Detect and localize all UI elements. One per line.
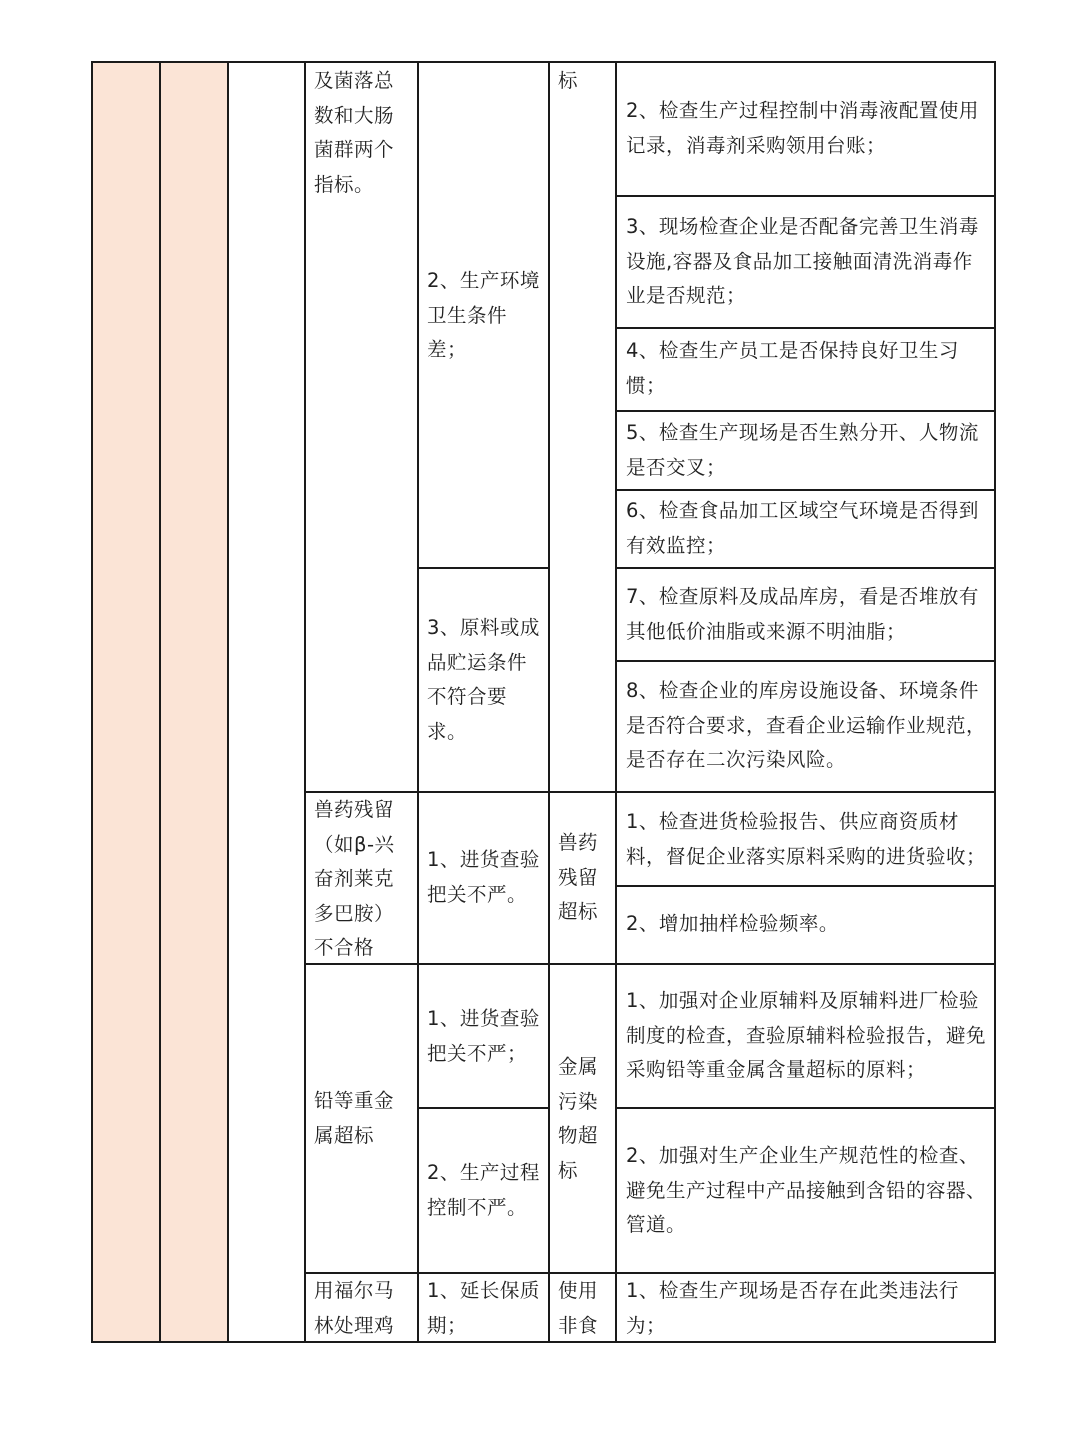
type-cell: 使用非食 (558, 1279, 599, 1337)
measure-cell: 6、检查食品加工区域空气环境是否得到有效监控； (626, 499, 979, 557)
table-border-top (91, 61, 996, 63)
hazard-cell: 用福尔马林处理鸡 (314, 1279, 395, 1337)
cause-cell: 2、生产环境卫生条件差； (427, 269, 540, 361)
cause-cell: 2、生产过程控制不严。 (427, 1161, 540, 1219)
measure-cell: 1、检查进货检验报告、供应商资质材料，督促企业落实原料采购的进货验收； (626, 810, 987, 868)
measure-cell: 1、加强对企业原辅料及原辅料进厂检验制度的检查，查验原辅料检验报告，避免采购铅等重金属含量超标的原料； (626, 989, 987, 1081)
measure-cell: 2、检查生产过程控制中消毒液配置使用记录，消毒剂采购领用台账； (626, 99, 979, 157)
cause-cell: 1、进货查验把关不严； (427, 1007, 540, 1065)
row-divider (616, 327, 995, 329)
table-border-left (91, 62, 93, 1342)
row-divider (417, 567, 549, 569)
measure-cell: 2、加强对生产企业生产规范性的检查、避免生产过程中产品接触到含铅的容器、管道。 (626, 1144, 987, 1236)
cause-cell: 1、进货查验把关不严。 (427, 848, 540, 906)
type-cell: 标 (558, 69, 579, 92)
cause-cell: 3、原料或成品贮运条件不符合要求。 (427, 616, 540, 743)
row-divider (616, 489, 995, 491)
table-divider (159, 62, 161, 1342)
hazard-cell: 兽药残留（如β-兴奋剂莱克多巴胺）不合格 (314, 798, 395, 959)
row-divider (616, 660, 995, 662)
measure-cell: 2、增加抽样检验频率。 (626, 912, 839, 935)
table-column-2-shade (159, 62, 227, 1342)
type-cell: 金属污染物超标 (558, 1055, 599, 1182)
type-cell: 兽药残留超标 (558, 831, 599, 923)
table-divider (615, 62, 617, 1342)
table-column-1-shade (92, 62, 159, 1342)
hazard-cell: 铅等重金属超标 (314, 1089, 395, 1147)
measure-cell: 1、检查生产现场是否存在此类违法行为； (626, 1279, 959, 1337)
row-divider (616, 410, 995, 412)
measure-cell: 8、检查企业的库房设施设备、环境条件是否符合要求，查看企业运输作业规范，是否存在二次污染风险。 (626, 679, 987, 771)
measure-cell: 7、检查原料及成品库房，看是否堆放有其他低价油脂或来源不明油脂； (626, 585, 979, 643)
hazard-cell: 及菌落总数和大肠菌群两个指标。 (314, 69, 395, 196)
table-border-right (994, 62, 996, 1342)
row-divider (616, 195, 995, 197)
row-divider (616, 885, 995, 887)
row-divider (616, 567, 995, 569)
measure-cell: 5、检查生产现场是否生熟分开、人物流是否交叉； (626, 421, 979, 479)
table-divider (227, 62, 229, 1342)
row-divider (417, 1107, 549, 1109)
measure-cell: 3、现场检查企业是否配备完善卫生消毒设施,容器及食品加工接触面清洗消毒作业是否规范； (626, 215, 979, 307)
row-divider (616, 1107, 995, 1109)
cause-cell: 1、延长保质期； (427, 1279, 540, 1337)
measure-cell: 4、检查生产员工是否保持良好卫生习惯； (626, 339, 959, 397)
